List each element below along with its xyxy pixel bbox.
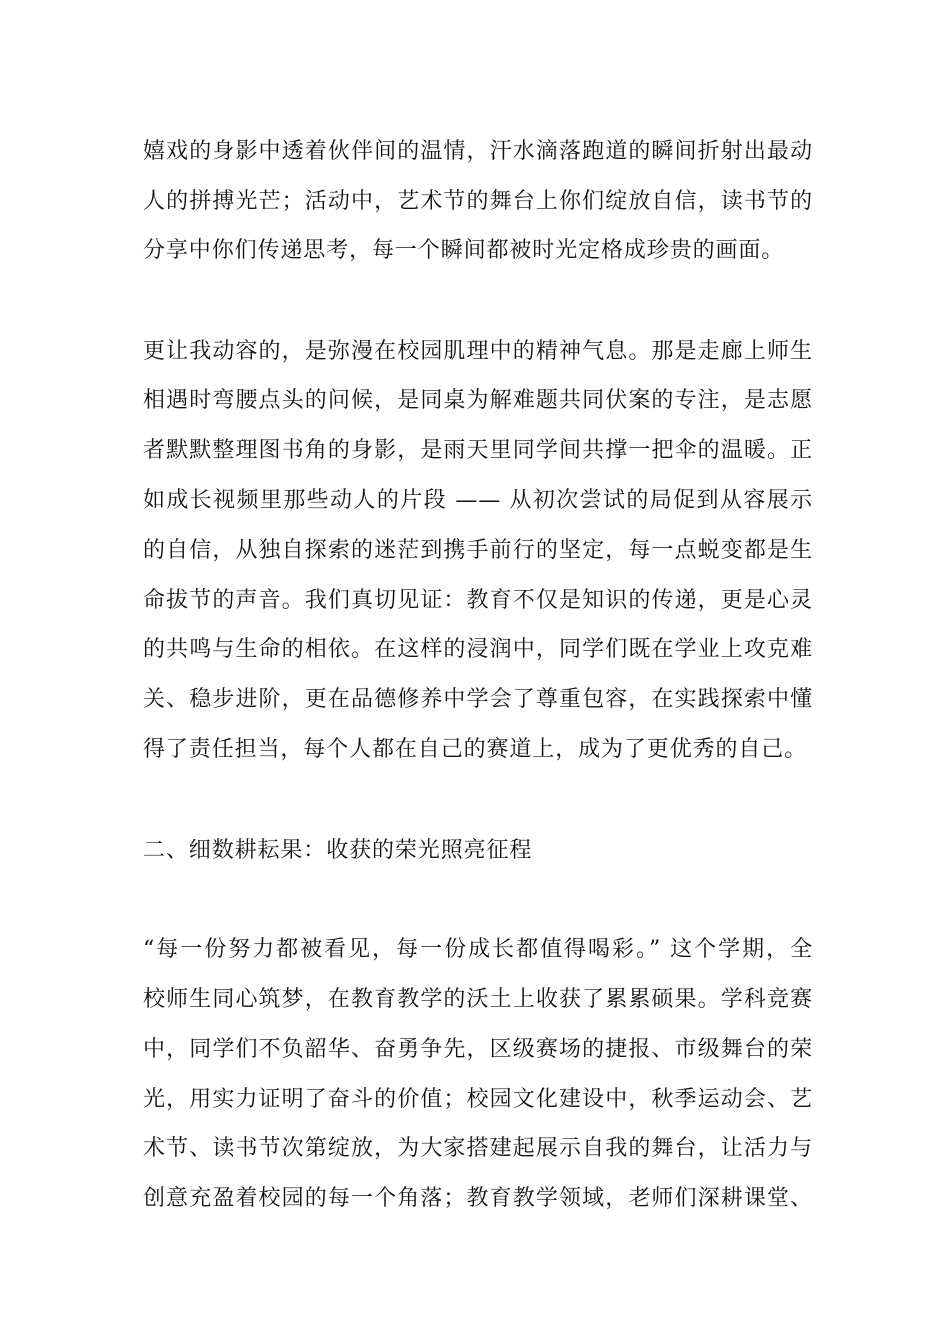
paragraph-3-line-1: “每一份努力都被看见，每一份成长都值得喝彩。” 这个学期，全 bbox=[143, 937, 813, 962]
section-heading: 二、细数耕耘果：收获的荣光照亮征程 bbox=[143, 838, 533, 863]
paragraph-3-line-6: 创意充盈着校园的每一个角落；教育教学领域，老师们深耕课堂、 bbox=[143, 1186, 813, 1211]
paragraph-1-line-3: 分享中你们传递思考，每一个瞬间都被时光定格成珍贵的画面。 bbox=[143, 238, 785, 263]
paragraph-2-line-3: 者默默整理图书角的身影，是雨天里同学间共撑一把伞的温暖。正 bbox=[143, 438, 813, 463]
paragraph-3-line-5: 术节、读书节次第绽放，为大家搭建起展示自我的舞台，让活力与 bbox=[143, 1136, 813, 1161]
paragraph-1-line-2: 人的拼搏光芒；活动中，艺术节的舞台上你们绽放自信，读书节的 bbox=[143, 189, 813, 214]
paragraph-2-line-8: 关、稳步进阶，更在品德修养中学会了尊重包容，在实践探索中懂 bbox=[143, 687, 813, 712]
paragraph-2-line-5: 的自信，从独自探索的迷茫到携手前行的坚定，每一点蜕变都是生 bbox=[143, 538, 813, 563]
paragraph-2-line-2: 相遇时弯腰点头的问候，是同桌为解难题共同伏案的专注，是志愿 bbox=[143, 388, 813, 413]
paragraph-1-line-1: 嬉戏的身影中透着伙伴间的温情，汗水滴落跑道的瞬间折射出最动 bbox=[143, 139, 813, 164]
paragraph-2-line-9: 得了责任担当，每个人都在自己的赛道上，成为了更优秀的自己。 bbox=[143, 737, 808, 762]
paragraph-2-line-4: 如成长视频里那些动人的片段 —— 从初次尝试的局促到从容展示 bbox=[143, 488, 813, 513]
paragraph-2-line-7: 的共鸣与生命的相依。在这样的浸润中，同学们既在学业上攻克难 bbox=[143, 637, 813, 662]
paragraph-3-line-4: 光，用实力证明了奋斗的价值；校园文化建设中，秋季运动会、艺 bbox=[143, 1087, 813, 1112]
paragraph-2-line-6: 命拔节的声音。我们真切见证：教育不仅是知识的传递，更是心灵 bbox=[143, 588, 813, 613]
paragraph-3-line-2: 校师生同心筑梦，在教育教学的沃土上收获了累累硕果。学科竞赛 bbox=[143, 987, 813, 1012]
paragraph-3-line-3: 中，同学们不负韶华、奋勇争先，区级赛场的捷报、市级舞台的荣 bbox=[143, 1037, 813, 1062]
paragraph-2-line-1: 更让我动容的，是弥漫在校园肌理中的精神气息。那是走廊上师生 bbox=[143, 339, 813, 364]
